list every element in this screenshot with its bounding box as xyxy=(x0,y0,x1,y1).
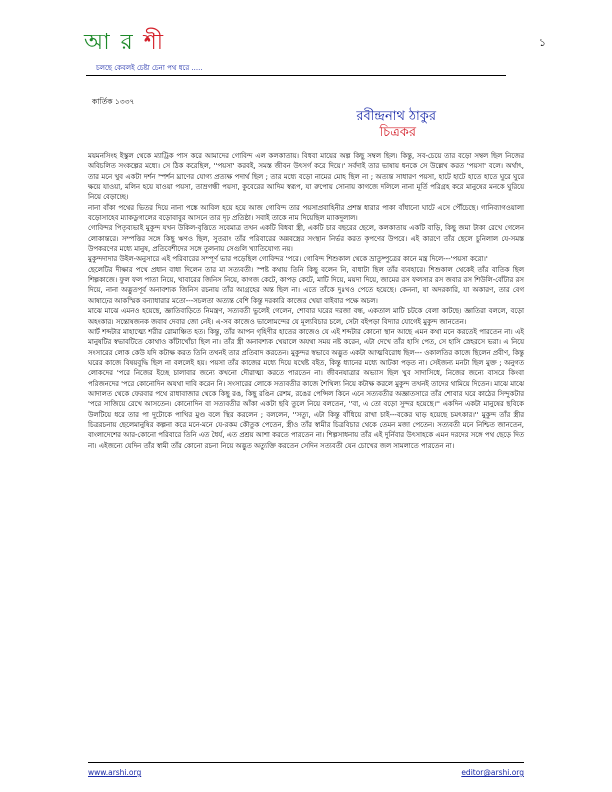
paragraph: গোবিন্দর পিতৃব্যভাই মুকুন্দ যখন উকিল-বৃত্তিতে সবেমাত্র তখন একটি বিধবা স্ত্রী, একটি চার বছরের ছেলে, কলকাতায় একটি বাড়ি, কিছু জমা টাকা রেখে গেলেন লোকান্তরে। সম্পত্তির সঙ্গে কিছু ঋণও ছিল, সুতরাং তাঁর পরিবারের অন্নবস্ত্রের সংস্থান নির্ভর করত কৃপণের উপরে। এই কারণে তাঁর ছেলে চুনিলাল যে-সমস্ত উপকরণের মধ্যে মানুষ, প্রতিবেশীদের সঙ্গে তুলনায় সেগুলি খ্যাতিযোগ্য নয়। xyxy=(88,224,524,254)
website-link[interactable]: www.arshi.org xyxy=(88,768,142,777)
logo-text-part1: আ র xyxy=(84,30,144,55)
article-title: চিত্রকর xyxy=(379,125,416,140)
site-logo xyxy=(84,32,165,54)
article-author: রবীন্দ্রনাথ ঠাকুর xyxy=(356,109,436,124)
paragraph: নানা বাঁকা পথের ভিতর দিয়ে নানা পঙ্কে আবিল হয়ে হয়ে আজ গোবিন্দ তার পয়সাপ্রবাহিনীর প্রশস্ত ধারার পাকা বাঁধানো ঘাটে এসে পৌঁচেছে। গানিব্যাগওয়ালা বড়োসাহেব ম্যাকডুগালের বড়োবাবুর আসনে তার দৃঢ় প্রতিষ্ঠা। সবাই তাকে নাম দিয়েছিল ম্যাকদুলাল। xyxy=(88,203,524,223)
footer-divider xyxy=(88,762,524,763)
site-tagline: চলছে কেবলই চেষ্টা চেনা পথ ধরে ..... xyxy=(96,64,203,72)
paragraph: মুকুন্দদাদার উইল-অনুসারে এই পরিবারের সম্পূর্ণ ভার পড়েছিল গোবিন্দর 'পরে। গোবিন্দ শিশুকাল থেকে ভ্রাতুষ্পুত্রের কানে মন্ত্র দিলে---'পয়সা করো।' xyxy=(88,255,488,264)
paragraph: ছেলেটির দীক্ষার পথে প্রধান বাধা দিলেন তার মা সত্যবতী। স্পষ্ট কথায় তিনি কিছু বলেন নি, বাধাটা ছিল তাঁর ব্যবহারে। শিশুকাল থেকেই তাঁর বাতিক ছিল শিল্পকাজে। ফুল ফল পাতা নিয়ে, খাবারের জিনিস নিয়ে, কাগজ কেটে, কাপড় কেটে, মাটি দিয়ে, ময়দা দিয়ে, জামের রস ফলসার রস জবার রস শিউলি-বোঁটার রস দিয়ে, নানা অদ্ভুতপূর্ব অনাবশ্যক জিনিস রচনায় তাঁর আগ্রহের অন্ত ছিল না। এতে তাঁকে দুঃখও পেতে হয়েছে। কেননা, যা অদরকারি, যা অকারণ, তার বেগ আষাঢ়ের আকস্মিক বন্যাধারার মতো---সচলতা অত্যন্ত বেশি কিন্তু দরকারি কাজের খেয়া বাইবার পক্ষে অচল। xyxy=(88,265,524,305)
page-number: ১ xyxy=(538,36,546,49)
header-divider xyxy=(86,75,506,76)
paragraph: ময়মনসিংহ ইস্কুল থেকে ম্যাট্রিক পাস করে আমাদের গোবিন্দ এল কলকাতায়। বিধবা মায়ের অল্প কিছু সম্বল ছিল। কিন্তু, সব-চেয়ে তার বড়ো সম্বল ছিল নিজের অবিচলিত সংকল্পের মধ্যে। সে ঠিক করেছিল, ''পয়সা' করবই, সমস্ত জীবন উৎসর্গ করে দিয়ে।' সর্বদাই তার ভাষায় ধনকে সে উল্লেখ করত 'পয়সা' বলে। অর্থাৎ, তার মনে খুব একটা দর্শন স্পর্শন ঘ্রাণের যোগ্য প্রত্যক্ষ পদার্থ ছিল ; তার মধ্যে বড়ো নামের মোহ ছিল না ; অত্যন্ত সাধারণ পয়সা, হাটে হাটে হাতে হাতে ঘুরে ঘুরে ক্ষয়ে যাওয়া, মলিন হয়ে যাওয়া পয়সা, তাম্রগন্ধী পয়সা, কুবেরের আদিম স্বরূপ, যা রুপোয় সোনায় কাগজে দলিলে নানা মূর্তি পরিগ্রহ করে মানুষের মনকে ঘুরিয়ে নিয়ে বেড়াচ্ছে। xyxy=(88,152,524,202)
issue-date: কার্তিক ১৩৩৭ xyxy=(92,97,135,106)
paragraph: আর্ট শব্দটার মাহাত্ম্যে শরীর রোমাঞ্চিত হত। কিন্তু, তাঁর আপন গৃহিণীর হাতের কাজেও যে এই শব্দটার কোনো স্থান আছে এমন কথা মনে করতেই পারতেন না। এই মানুষটির স্বভাবটিতে কোথাও কাঁটাখোঁচা ছিল না। তাঁর স্ত্রী অনাবশ্যক খেয়ালে অযথা সময় নষ্ট করেন, এটা দেখে তাঁর হাসি পেত, সে হাসি স্নেহরসে ভরা। এ নিয়ে সংসারের লোক কেউ যদি কটাক্ষ করত তিনি তখনই তার প্রতিবাদ করতেন। মুকুন্দর স্বভাবে অদ্ভুত একটা আত্মবিরোধ ছিল--- ওকালতির কাজে ছিলেন প্রবীণ, কিন্তু ঘরের কাজে বিষয়বুদ্ধি ছিল না বললেই হয়। পয়সা তাঁর কাজের মধ্যে দিয়ে যথেষ্ট বইত, কিন্তু ধ্যানের মধ্যে আটকা পড়ত না। সেইজন্য মনটা ছিল মুক্ত ; অনুগত লোকদের 'পরে নিজের ইচ্ছে চালাবার জন্যে কখনো দৌরাত্ম্য করতে পারতেন না। জীবনযাত্রার অভ্যাস ছিল খুব সাদাসিধে, নিজের জন্যে বাসরে কিংবা পরিজনদের 'পরে কোনোদিন অযথা দাবি করেন নি। সংসারের লোকে সত্যবতীর কাজে শৈথিল্য নিয়ে কটাক্ষ করলে মুকুন্দ তখনই তাদের থামিয়ে দিতেন। মাঝে মাঝে আদালত থেকে ফেরবার পথে রাধাবাজার থেকে কিছু রঙ, কিছু রঙিন রেশম, রঙের পেন্সিল কিনে এনে সত্যবতীর অজ্ঞাতসারে তাঁর শোবার ঘরে কাঠের সিন্দুকটার 'পরে সাজিয়ে রেখে আসতেন। কোনোদিন বা সত্যবতীর আঁকা একটা ছবি তুলে নিয়ে বলতেন, ''বা, এ তো বড়ো সুন্দর হয়েছে।'' একদিন একটা মানুষের ছবিকে উলটিয়ে ধরে তার পা দুটোকে পাখির মুণ্ড বলে স্থির করলেন ; বললেন, ''সত্যু, এটা কিন্তু বাঁধিয়ে রাখা চাই---বকের ঘাড় হয়েছে চমৎকার।'' মুকুন্দ তাঁর স্ত্রীর চিত্ররচনায় ছেলেমানুষির কল্পনা করে মনে-মনে যে-রকম কৌতুক পেতেন, স্ত্রীও তাঁর স্বামীর চিত্রবিচার থেকে তেমন মজা পেতেন। সত্যবতী মনে নিশ্চিত জানতেন, বাংলাদেশের আর-কোনো পরিবারে তিনি এত ধৈর্য, এত প্রশ্রয় আশা করতে পারতেন না। শিল্পসাধনায় তাঁর এই দুর্নিবার উৎসাহকে এমন দরদের সঙ্গে পথ ছেড়ে দিত না। এইজন্যে যেদিন তাঁর স্বামী তাঁর কোনো রচনা নিয়ে অদ্ভুত অত্যুক্তি করতেন সেদিন সত্যবতী যেন চোখের জল সামলাতে পারতেন না। xyxy=(88,327,524,450)
paragraph: মাঝে মাঝে এমনও হয়েছে, জ্ঞাতিবাড়িতে নিমন্ত্রণ, সত্যবতী ভুলেই গেলেন, শোবার ঘরের দরজা বন্ধ, একতাল মাটি চটকে বেলা কাটছে। জ্ঞাতিরা বললে, বড়ো অহংকার। সন্তোষজনক জবাব দেবার জো নেই। এ-সব কাজেও ভালোমন্দের যে মূল্যবিচার চলে, সেটা বইপড়া বিদ্যার যোগেই মুকুন্দ জানতেন। xyxy=(88,307,524,326)
email-link[interactable]: editor@arshi.org xyxy=(461,768,524,777)
logo-text-part2: শী xyxy=(143,30,166,55)
article-body xyxy=(88,151,524,451)
